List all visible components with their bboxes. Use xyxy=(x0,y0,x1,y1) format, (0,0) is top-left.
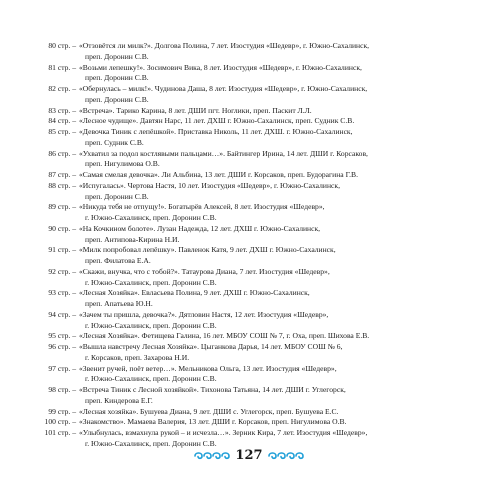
entry-continuation-line: преп. Нигулимова О.В. xyxy=(85,159,160,169)
entry-title-line: «Испугалась». Чертова Настя, 10 лет. Изостудия «Шедевр», г. Южно-Сахалинск, xyxy=(79,180,340,190)
entry-page-ref: 94 стр. – xyxy=(48,309,76,319)
entry-description xyxy=(79,170,470,181)
entry-page-ref: 81 стр. – xyxy=(48,62,76,72)
entry-continuation-line: г. Южно-Сахалинск, преп. Доронин С.В. xyxy=(85,374,217,384)
index-entry xyxy=(30,170,470,181)
entry-description xyxy=(79,364,470,386)
entry-continuation-line: г. Южно-Сахалинск, преп. Доронин С.В. xyxy=(85,213,217,222)
index-entry xyxy=(30,364,470,386)
entry-continuation-line: преп. Доронин С.В. xyxy=(85,51,149,61)
index-entry xyxy=(30,267,470,289)
entry-page-ref: 92 стр. – xyxy=(48,266,76,276)
entry-description xyxy=(79,331,470,342)
entry-page-ref: 84 стр. – xyxy=(48,116,76,126)
entry-description xyxy=(79,407,470,418)
index-entry xyxy=(30,63,470,85)
entry-title-line: «Никуда тебя не отпущу!». Богатырёв Алексей, 8 лет. Изостудия «Шедевр», xyxy=(79,202,325,212)
entry-title-line: «Девочка Тиник с лепёшкой». Приставка Николь, 11 лет. ДХШ. г. Южно-Сахалинск, xyxy=(79,127,353,136)
entry-description xyxy=(79,127,470,149)
entry-title-line: «Вышла навстречу Лесная Хозяйка». Цыганкова Дарья, 14 лет. МБОУ СОШ № 6, xyxy=(79,342,343,351)
entry-description xyxy=(79,41,470,63)
entry-title-line: «Самая смелая девочка». Ли Альбина, 13 лет. ДШИ г. Корсаков, преп. Будорагина Г.В. xyxy=(79,170,358,179)
index-entry xyxy=(30,84,470,106)
index-entry xyxy=(30,116,470,127)
entry-description xyxy=(79,310,470,332)
entry-continuation-line: г. Южно-Сахалинск, преп. Доронин С.В. xyxy=(85,320,217,330)
entry-description xyxy=(79,106,470,117)
entry-title-line: «Лесная Хозяйка». Евласьева Полина, 9 лет. ДХШ г. Южно-Сахалинск, xyxy=(79,288,310,298)
entry-continuation-line: преп. Доронин С.В. xyxy=(85,191,149,201)
entry-continuation-line: преп. Киндерова Е.Г. xyxy=(85,395,153,405)
entry-continuation-line: преп. Апатьева Ю.Н. xyxy=(85,299,153,308)
entry-description xyxy=(79,202,470,224)
entry-description xyxy=(79,63,470,85)
index-entry xyxy=(30,41,470,63)
entry-page-ref: 85 стр. – xyxy=(48,127,76,136)
entry-page-ref: 83 стр. – xyxy=(48,105,76,115)
wave-spiral-ornament-icon xyxy=(194,450,232,462)
entry-page-ref: 96 стр. – xyxy=(48,342,76,351)
illustration-index-list xyxy=(30,41,470,450)
index-entry xyxy=(30,127,470,149)
index-entry xyxy=(30,342,470,364)
index-entry xyxy=(30,385,470,407)
entry-description xyxy=(79,149,470,171)
entry-title-line: «Зачем ты пришла, девочка?». Дятловин Настя, 12 лет. Изостудия «Шедевр», xyxy=(79,309,329,319)
entry-title-line: «На Кочкином болоте». Лузан Надежда, 12 лет. ДХШ г. Южно-Сахалинск, xyxy=(79,223,321,233)
entry-title-line: «Знакомство». Мамаева Валерия, 13 лет. ДШИ г. Корсаков, преп. Нигулимова О.В. xyxy=(79,417,347,427)
entry-continuation-line: преп. Судник С.В. xyxy=(85,137,144,147)
entry-description xyxy=(79,417,470,428)
page-number: 127 xyxy=(235,448,263,463)
entry-description xyxy=(79,342,470,364)
entry-title-line: «Лесное чудище». Давтян Нарс, 11 лет. ДХШ г. Южно-Сахалинск, преп. Судник С.В. xyxy=(79,116,355,126)
entry-page-ref: 80 стр. – xyxy=(48,41,76,50)
entry-continuation-line: преп. Филатова Е.А. xyxy=(85,256,151,265)
index-entry xyxy=(30,181,470,203)
entry-title-line: «Ухватил за подол костлявыми пальцами…». Байтингер Ирина, 14 лет. ДШИ г. Корсаков, xyxy=(79,148,368,158)
entry-page-ref: 95 стр. – xyxy=(48,331,76,341)
entry-description xyxy=(79,181,470,203)
entry-page-ref: 82 стр. – xyxy=(48,84,76,93)
entry-page-ref: 87 стр. – xyxy=(48,170,76,179)
index-entry xyxy=(30,310,470,332)
entry-page-ref: 101 стр. – xyxy=(44,428,76,437)
index-entry xyxy=(30,202,470,224)
entry-description xyxy=(79,245,470,267)
entry-continuation-line: г. Южно-Сахалинск, преп. Доронин С.В. xyxy=(85,277,217,287)
entry-continuation-line: г. Корсаков, преп. Захарова Н.И. xyxy=(85,352,190,362)
entry-title-line: «Отзовётся ли милк?». Долгова Полина, 7 лет. Изостудия «Шедевр», г. Южно-Сахалинск, xyxy=(79,41,370,50)
entry-page-ref: 98 стр. – xyxy=(48,385,76,394)
entry-title-line: «Встреча». Тарико Карина, 8 лет. ДШИ пгт. Ноглики, преп. Паскит Л.Л. xyxy=(79,105,312,115)
entry-page-ref: 90 стр. – xyxy=(48,223,76,233)
index-entry xyxy=(30,288,470,310)
entry-description xyxy=(79,267,470,289)
index-entry xyxy=(30,149,470,171)
entry-title-line: «Скажи, внучка, что с тобой?». Татаурова Диана, 7 лет. Изостудия «Шедевр», xyxy=(79,266,330,276)
entry-title-line: «Возьми лепешку!». Зосимович Вика, 8 лет. Изостудия «Шедевр», г. Южно-Сахалинск, xyxy=(79,62,362,72)
entry-continuation-line: преп. Антипова-Кирина Н.И. xyxy=(85,234,180,244)
entry-page-ref: 97 стр. – xyxy=(48,363,76,373)
index-entry xyxy=(30,417,470,428)
entry-page-ref: 100 стр. – xyxy=(44,417,76,427)
index-entry xyxy=(30,224,470,246)
index-entry xyxy=(30,331,470,342)
entry-title-line: «Лесная Хозяйка». Фетищева Галина, 16 лет. МБОУ СОШ № 7, г. Оха, преп. Шихова Е.В. xyxy=(79,331,370,341)
entry-page-ref: 93 стр. – xyxy=(48,288,76,298)
entry-continuation-line: г. Южно-Сахалинск, преп. Доронин С.В. xyxy=(85,438,217,448)
entry-page-ref: 89 стр. – xyxy=(48,202,76,212)
entry-description xyxy=(79,385,470,407)
entry-page-ref: 86 стр. – xyxy=(48,148,76,158)
entry-title-line: «Милк попробовал лепёшку». Павленок Катя, 9 лет. ДХШ г. Южно-Сахалинск, xyxy=(79,245,336,255)
entry-page-ref: 91 стр. – xyxy=(48,245,76,255)
entry-description xyxy=(79,224,470,246)
entry-title-line: «Лесная хозяйка». Бушуева Диана, 9 лет. ДШИ с. Углегорск, преп. Бушуева Е.С. xyxy=(79,406,339,416)
index-entry xyxy=(30,106,470,117)
entry-description xyxy=(79,116,470,127)
index-entry xyxy=(30,407,470,418)
entry-description xyxy=(79,288,470,310)
page-footer xyxy=(0,447,480,465)
entry-page-ref: 99 стр. – xyxy=(48,406,76,416)
entry-description xyxy=(79,84,470,106)
entry-title-line: «Улыбнулась, взмахнула рукой – и исчезла…». Зерник Кира, 7 лет. Изостудия «Шедевр», xyxy=(79,428,368,437)
wave-spiral-ornament-icon xyxy=(266,450,304,462)
entry-page-ref: 88 стр. – xyxy=(48,180,76,190)
entry-title-line: «Обернулась – милк!». Чудинова Даша, 8 лет. Изостудия «Шедевр», г. Южно-Сахалинск, xyxy=(79,84,368,93)
index-entry xyxy=(30,245,470,267)
entry-continuation-line: преп. Доронин С.В. xyxy=(85,73,149,83)
entry-continuation-line: преп. Доронин С.В. xyxy=(85,94,149,104)
entry-title-line: «Встреча Тиник с Лесной хозяйкой». Тихонова Татьяна, 14 лет. ДШИ г. Углегорск, xyxy=(79,385,346,394)
entry-title-line: «Звенит ручей, поёт ветер…». Мельникова Ольга, 13 лет. Изостудия «Шедевр», xyxy=(79,363,337,373)
